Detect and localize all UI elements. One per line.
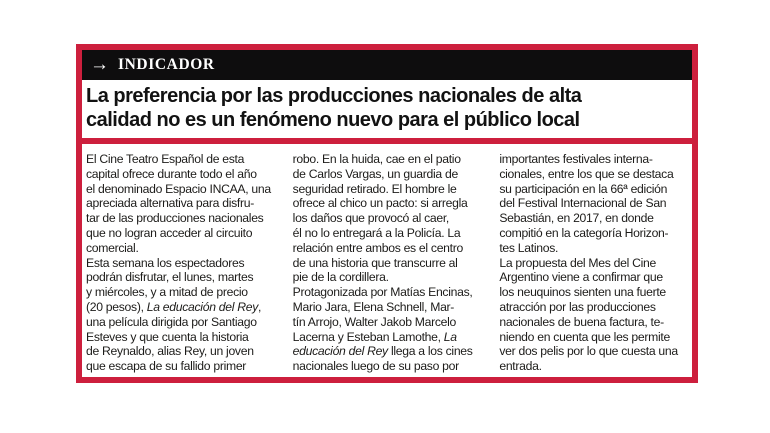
text-line: de una historia que transcurre al [292, 255, 458, 270]
text-line: su participación en la 66ª edición [499, 181, 668, 196]
text-line: robo. En la huida, cae en el patio [292, 152, 461, 166]
headline-line-1: La preferencia por las producciones nacionales de alta [86, 85, 582, 107]
text-line: compitió en la categoría Horizon- [499, 225, 669, 240]
text-line: cionales, entre los que se destaca [499, 166, 674, 181]
text-line: Lacerna y Esteban Lamothe, La [292, 329, 457, 344]
section-tag-bar [82, 50, 692, 80]
text-line: niendo en cuenta que les permite [499, 329, 670, 344]
headline [82, 80, 692, 138]
text-line: La propuesta del Mes del Cine [499, 255, 656, 270]
text-line: que no logran acceder al circuito [86, 225, 253, 240]
text-line: capital ofrece durante todo el año [86, 166, 257, 181]
text-line: apreciada alternativa para disfru- [86, 196, 254, 211]
text-line: tín Arrojo, Walter Jakob Marcelo [292, 314, 457, 329]
text-line: (20 pesos), La educación del Rey, [86, 299, 262, 314]
text-line: Protagonizada por Matías Encinas, [292, 285, 473, 300]
section-tag-label: INDICADOR [118, 56, 215, 73]
body-column [293, 152, 482, 374]
text-line: y miércoles, y a mitad de precio [86, 285, 248, 300]
text-line: Argentino viene a confirmar que [499, 270, 663, 285]
text-line: una película dirigida por Santiago [86, 314, 257, 329]
text-line: nacionales luego de su paso por [292, 359, 459, 374]
text-line: Esta semana los espectadores [86, 255, 245, 270]
body-column [86, 152, 275, 374]
text-line: atracción por las producciones [499, 299, 656, 314]
text-line: El Cine Teatro Español de esta [86, 152, 245, 166]
text-line: nacionales de buena factura, te- [499, 314, 664, 329]
text-line: comercial. [86, 240, 139, 255]
text-line: podrán disfrutar, el lunes, martes [86, 270, 254, 285]
text-line: Esteves y que cuenta la historia [86, 329, 249, 344]
article-body [82, 144, 692, 374]
text-line: pie de la cordillera. [292, 270, 389, 285]
arrow-right-icon: → [90, 53, 109, 75]
text-line: él no lo entregará a la Policía. La [292, 225, 461, 240]
text-line: importantes festivales interna- [499, 152, 653, 166]
text-line: los neuquinos sienten una fuerte [499, 285, 666, 300]
text-line: de Carlos Vargas, un guardia de [292, 166, 458, 181]
text-line: que escapa de su fallido primer [86, 359, 247, 374]
headline-line-2: calidad no es un fenómeno nuevo para el público local [86, 109, 580, 131]
text-line: relación entre ambos es el centro [292, 240, 463, 255]
body-column [499, 152, 688, 374]
text-line: entrada. [499, 359, 542, 374]
text-line: el denominado Espacio INCAA, una [86, 181, 271, 196]
text-line: tar de las producciones nacionales [86, 211, 264, 226]
text-line: los daños que provocó al caer, [292, 211, 449, 226]
text-line: tes Latinos. [499, 240, 559, 255]
text-line: educación del Rey llega a los cines [292, 344, 473, 359]
text-line: Mario Jara, Elena Schnell, Mar- [292, 299, 455, 314]
text-line: del Festival Internacional de San [499, 196, 667, 211]
text-line: Sebastián, en 2017, en donde [499, 211, 654, 226]
text-line: ver dos pelis por lo que cuesta una [499, 344, 678, 359]
text-line: seguridad retirado. El hombre le [292, 181, 457, 196]
article-clipping [76, 44, 698, 383]
text-line: de Reynaldo, alias Rey, un joven [86, 344, 254, 359]
text-line: ofrece al chico un pacto: si arregla [292, 196, 468, 211]
